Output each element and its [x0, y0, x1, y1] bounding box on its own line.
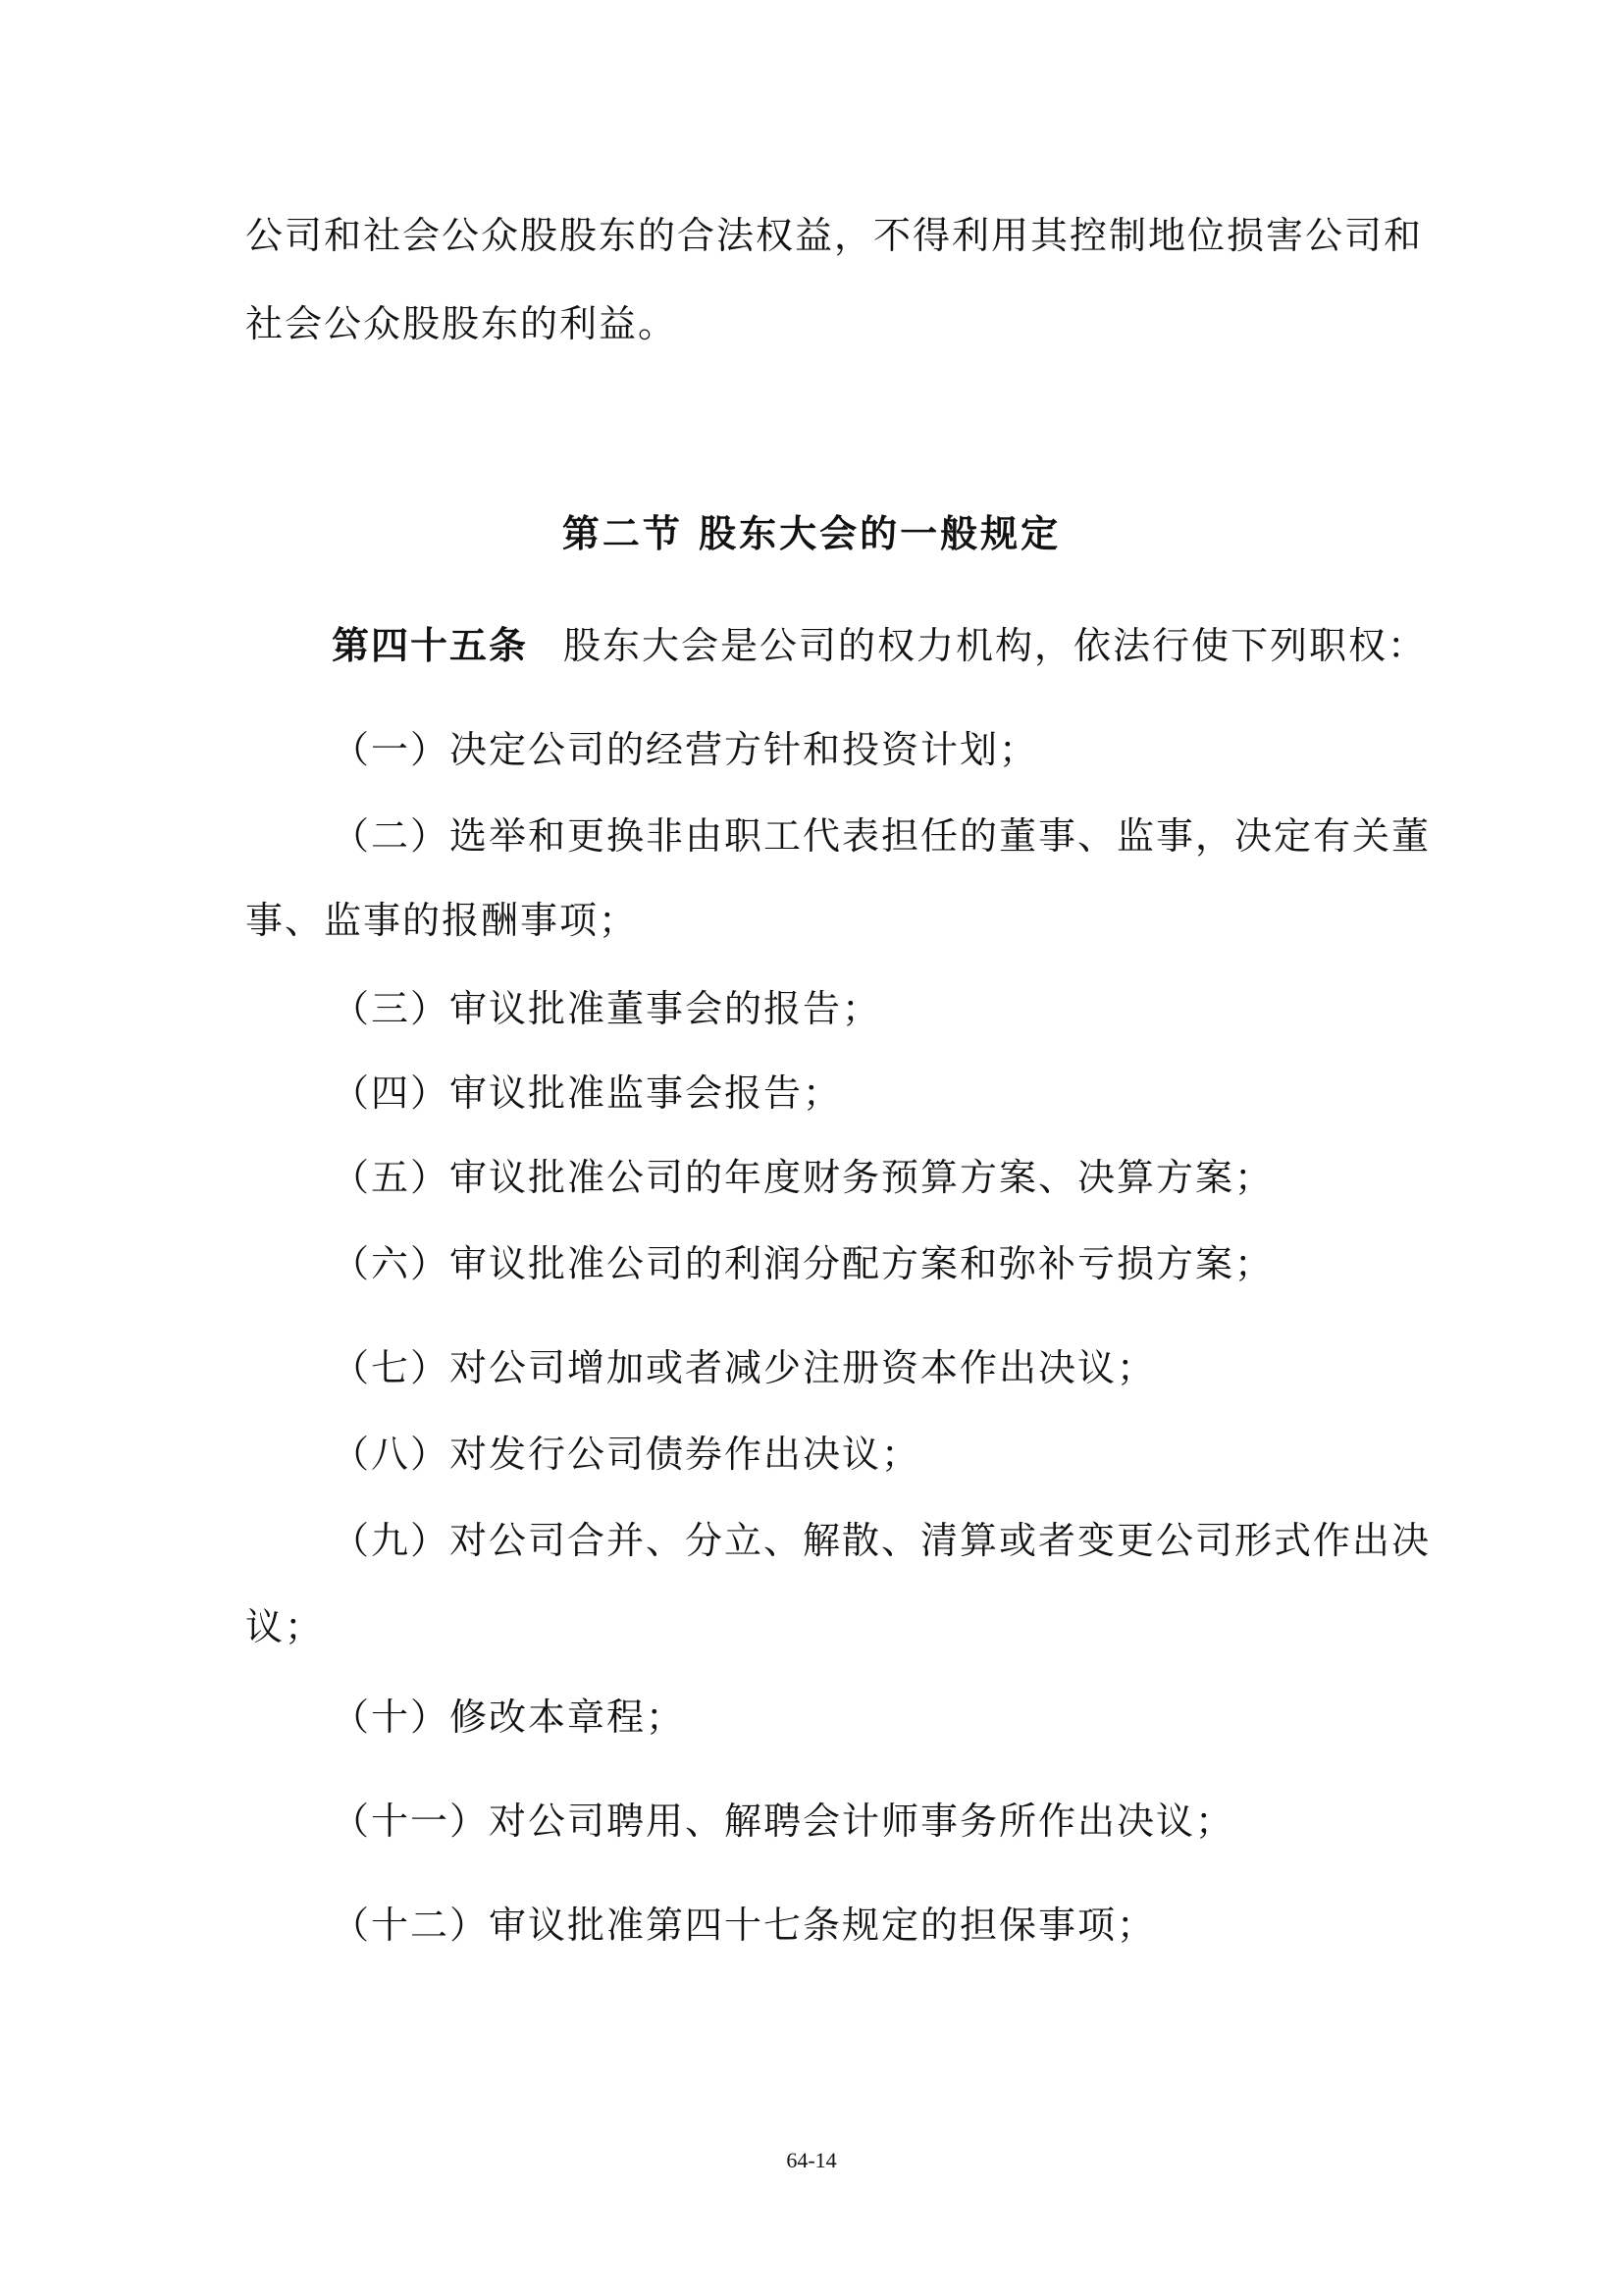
item-12: （十二）审议批准第四十七条规定的担保事项；: [332, 1904, 1157, 1947]
item-2-line-2: 事、监事的报酬事项；: [245, 899, 639, 942]
article-intro: 股东大会是公司的权力机构，依法行使下列职权：: [563, 624, 1428, 667]
continuation-line-1: 公司和社会公众股股东的合法权益，不得利用其控制地位损害公司和: [245, 214, 1424, 257]
section-heading: 第二节 股东大会的一般规定: [561, 511, 1062, 555]
item-2-line-1: （二）选举和更换非由职工代表担任的董事、监事，决定有关董: [332, 814, 1432, 858]
item-1: （一）决定公司的经营方针和投资计划；: [332, 728, 1039, 771]
item-10: （十）修改本章程；: [332, 1696, 686, 1739]
article-number: 第四十五条: [332, 623, 529, 667]
item-5: （五）审议批准公司的年度财务预算方案、决算方案；: [332, 1156, 1275, 1199]
item-4: （四）审议批准监事会报告；: [332, 1071, 843, 1115]
page-number: 64-14: [786, 2148, 837, 2172]
item-8: （八）对发行公司债券作出决议；: [332, 1433, 921, 1476]
item-11: （十一）对公司聘用、解聘会计师事务所作出决议；: [332, 1800, 1235, 1843]
item-9-line-2: 议；: [245, 1605, 325, 1648]
continuation-line-2: 社会公众股股东的利益。: [245, 302, 678, 345]
item-9-line-1: （九）对公司合并、分立、解散、清算或者变更公司形式作出决: [332, 1519, 1432, 1562]
item-6: （六）审议批准公司的利润分配方案和弥补亏损方案；: [332, 1242, 1275, 1285]
item-3: （三）审议批准董事会的报告；: [332, 987, 882, 1030]
article-45-paragraph: [332, 622, 1427, 669]
item-7: （七）对公司增加或者减少注册资本作出决议；: [332, 1346, 1157, 1389]
